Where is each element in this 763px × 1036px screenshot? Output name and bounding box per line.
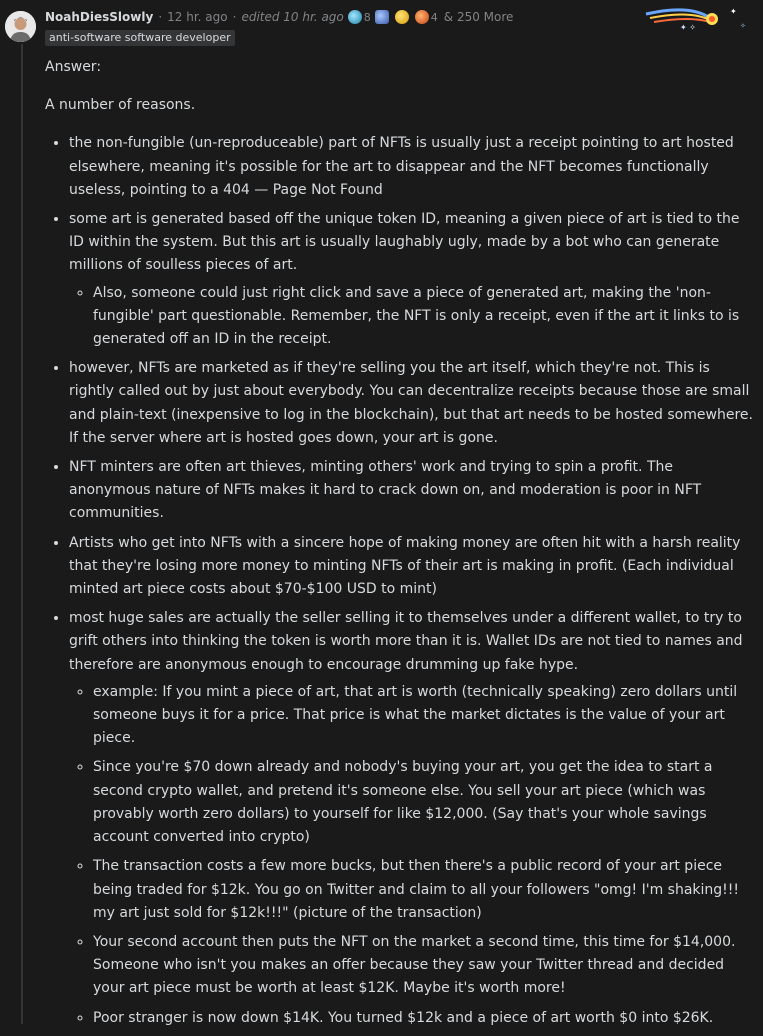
list-item bbox=[69, 208, 753, 351]
globe-award-icon bbox=[348, 10, 362, 24]
answer-label: Answer: bbox=[45, 59, 102, 75]
list-item bbox=[69, 607, 753, 1029]
svg-text:✧: ✧ bbox=[740, 22, 746, 30]
sub-list-item: ◦ Poor stranger is now down $14K. You turned $12k and a piece of art worth $0 into $26K. bbox=[93, 1007, 753, 1030]
list-item-text: most huge sales are actually the seller selling it to themselves under a different wallet, to try to grift others into thinking the token is worth more than it is. Wallet IDs are not tied to names and therefore are anonymous enough to encourage drumming up fake hype. bbox=[69, 610, 743, 673]
award-count: 4 bbox=[430, 10, 438, 24]
sub-list-item: ◦ Your second account then puts the NFT on the market a second time, this time for $14,000. Someone who isn't you makes an offer because they saw your Twitter thread and decided your art piece must be worth at least $12K. Maybe it's worth more! bbox=[93, 931, 753, 1001]
hands-award-icon bbox=[395, 10, 409, 24]
list-item-text: Artists who get into NFTs with a sincere hope of making money are often hit with a harsh reality that they're losing more money to minting NFTs of their art is making in profit. (Each individual minted art piece costs about $70-$100 USD to mint) bbox=[69, 534, 741, 598]
avatar[interactable] bbox=[5, 11, 36, 42]
list-item-text: however, NFTs are marketed as if they're selling you the art itself, which they're not. This is rightly called out by just about everybody. You can decentralize receipts because those are small and plain-text (inexpensive to log in the blockchain), but that art needs to be hosted somewhere. If the server where art is hosted goes down, your art is gone. bbox=[69, 360, 753, 446]
edited-timestamp: edited 10 hr. ago bbox=[241, 10, 344, 24]
list-item bbox=[69, 132, 753, 202]
list-item-text: some art is generated based off the unique token ID, meaning a given piece of art is tied to the ID within the system. But this art is usually laughably ugly, made by a bot who can generate millions of soulless pieces of art. bbox=[69, 211, 740, 274]
award-rocket[interactable] bbox=[415, 10, 438, 24]
thread-line[interactable] bbox=[21, 44, 23, 1024]
award-hands[interactable] bbox=[395, 10, 411, 24]
sub-list bbox=[69, 681, 753, 1030]
svg-text:✦: ✦ bbox=[730, 7, 737, 16]
sub-list-item: ◦ Also, someone could just right click and save a piece of generated art, making the 'non-fungible' part questionable. Remember, the NFT is only a receipt, even if the art it links to is generated off an ID in the receipt. bbox=[93, 282, 753, 352]
comment-header bbox=[45, 8, 513, 26]
dot-separator: · bbox=[232, 10, 237, 24]
list-item bbox=[69, 456, 753, 526]
list-item-text: the non-fungible (un-reproduceable) part of NFTs is usually just a receipt pointing to art hosted elsewhere, meaning it's possible for the art to disappear and the NFT becomes functionally useless, pointing to a 404 — Page Not Found bbox=[69, 135, 734, 198]
list-item bbox=[69, 532, 753, 602]
dot-separator: · bbox=[158, 10, 163, 24]
award-globe[interactable] bbox=[348, 10, 371, 24]
sub-list bbox=[69, 282, 753, 352]
sub-list-item: ◦ The transaction costs a few more bucks, but then there's a public record of your art piece being traded for $12k. You go on Twitter and claim to all your followers "omg! I'm shaking!!! my art just sold for $12k!!!" (picture of the transaction) bbox=[93, 855, 753, 925]
user-flair: anti-software software developer bbox=[45, 30, 235, 46]
award-count: 8 bbox=[363, 10, 371, 24]
reasons-list bbox=[45, 132, 753, 1029]
intro-text: A number of reasons. bbox=[45, 97, 196, 114]
award-shield[interactable] bbox=[375, 10, 391, 24]
shooting-star-banner-icon bbox=[640, 2, 760, 34]
list-item bbox=[69, 357, 753, 450]
rocket-award-icon bbox=[415, 10, 429, 24]
username[interactable]: NoahDiesSlowly bbox=[45, 10, 154, 24]
svg-text:✦ ✧: ✦ ✧ bbox=[680, 23, 696, 32]
sub-list-item: ◦ Since you're $70 down already and nobody's buying your art, you get the idea to start a second crypto wallet, and pretend it's someone else. You sell your art piece (which was provably worth zero dollars) to yourself for like $12,000. (Say that's your whole savings account converted into crypto) bbox=[93, 756, 753, 849]
more-awards-link[interactable]: & 250 More bbox=[443, 10, 514, 24]
shield-award-icon bbox=[375, 10, 389, 24]
list-item-text: NFT minters are often art thieves, minting others' work and trying to spin a profit. The anonymous nature of NFTs makes it hard to crack down on, and moderation is poor in NFT communities. bbox=[69, 459, 702, 522]
sub-list-item: ◦ example: If you mint a piece of art, that art is worth (technically speaking) zero dollars until someone buys it for a price. That price is what the market dictates is the value of your art piece. bbox=[93, 681, 753, 751]
comment-body bbox=[45, 56, 753, 1036]
timestamp[interactable]: 12 hr. ago bbox=[167, 10, 228, 24]
